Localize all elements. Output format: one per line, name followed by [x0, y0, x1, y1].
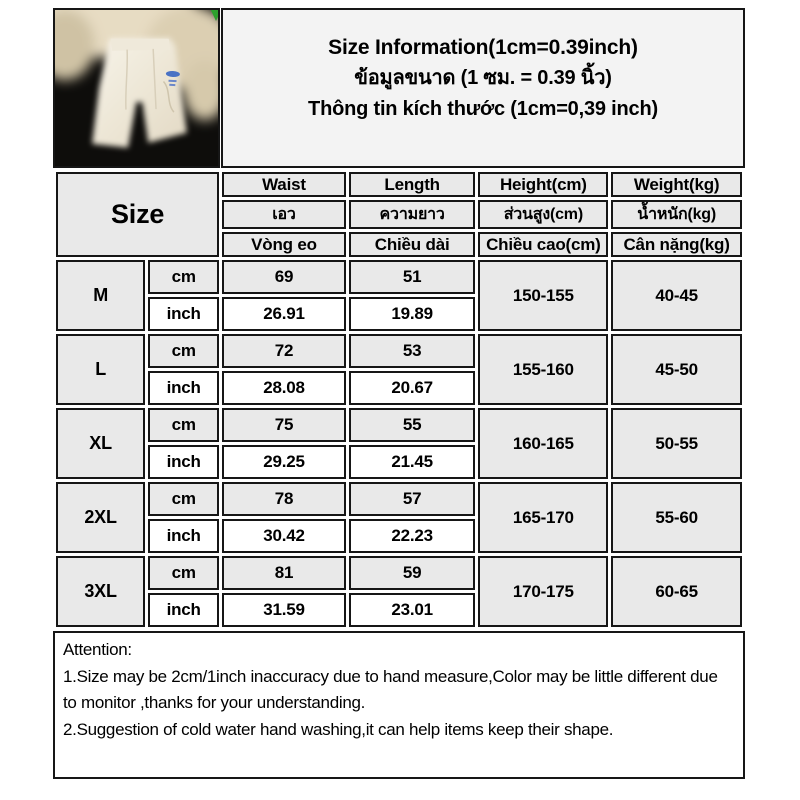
unit-label-inch: inch	[148, 371, 219, 405]
header-row-en	[56, 172, 742, 197]
unit-label-inch: inch	[148, 297, 219, 331]
header-cell-weight-en: Weight(kg)	[611, 172, 742, 197]
size-chart-sheet	[53, 8, 745, 779]
waist-cm-m: 69	[222, 260, 346, 294]
unit-label-cm: cm	[148, 482, 219, 516]
header-cell-length-th: ความยาว	[349, 200, 476, 229]
waist-cm-xl: 75	[222, 408, 346, 442]
header-cell-waist-en: Waist	[222, 172, 346, 197]
attention-line-2: 2.Suggestion of cold water hand washing,it can help items keep their shape.	[63, 719, 614, 739]
length-inch-2xl: 22.23	[349, 519, 476, 553]
unit-label-cm: cm	[148, 556, 219, 590]
height-range-3xl: 170-175	[478, 556, 608, 627]
header-cell-waist-vi: Vòng eo	[222, 232, 346, 257]
header-cell-length-en: Length	[349, 172, 476, 197]
length-cm-2xl: 57	[349, 482, 476, 516]
header-cell-weight-vi: Cân nặng(kg)	[611, 232, 742, 257]
attention-line-1: 1.Size may be 2cm/1inch inaccuracy due to hand measure,Color may be little different due to monitor ,thanks for your understanding.	[63, 666, 718, 712]
header-cell-height-vi: Chiều cao(cm)	[478, 232, 608, 257]
size-label-m: M	[56, 260, 145, 331]
unit-label-cm: cm	[148, 408, 219, 442]
length-cm-l: 53	[349, 334, 476, 368]
attention-note	[53, 631, 745, 779]
shorts-photo-illustration	[55, 10, 218, 166]
waist-inch-xl: 29.25	[222, 445, 346, 479]
title-line-vietnamese: Thông tin kích thước (1cm=0,39 inch)	[308, 98, 658, 120]
table-row-3xl-cm	[56, 556, 742, 590]
header-cell-waist-th: เอว	[222, 200, 346, 229]
length-cm-3xl: 59	[349, 556, 476, 590]
waist-inch-2xl: 30.42	[222, 519, 346, 553]
length-cm-xl: 55	[349, 408, 476, 442]
header-cell-length-vi: Chiều dài	[349, 232, 476, 257]
table-row-2xl-cm	[56, 482, 742, 516]
unit-label-inch: inch	[148, 519, 219, 553]
size-label-2xl: 2XL	[56, 482, 145, 553]
weight-range-2xl: 55-60	[611, 482, 742, 553]
title-line-thai: ข้อมูลขนาด (1 ซม. = 0.39 นิ้ว)	[354, 67, 612, 89]
waist-cm-3xl: 81	[222, 556, 346, 590]
weight-range-m: 40-45	[611, 260, 742, 331]
size-information-title	[221, 8, 745, 168]
table-row-m-cm	[56, 260, 742, 294]
header-cell-height-en: Height(cm)	[478, 172, 608, 197]
green-corner-marker-icon	[207, 8, 220, 21]
size-label-l: L	[56, 334, 145, 405]
length-inch-l: 20.67	[349, 371, 476, 405]
attention-heading: Attention:	[63, 640, 132, 659]
unit-label-cm: cm	[148, 260, 219, 294]
height-range-xl: 160-165	[478, 408, 608, 479]
weight-range-l: 45-50	[611, 334, 742, 405]
size-label-xl: XL	[56, 408, 145, 479]
title-line-english: Size Information(1cm=0.39inch)	[328, 36, 638, 59]
header-cell-height-th: ส่วนสูง(cm)	[478, 200, 608, 229]
length-inch-3xl: 23.01	[349, 593, 476, 627]
height-range-m: 150-155	[478, 260, 608, 331]
waist-cm-2xl: 78	[222, 482, 346, 516]
height-range-l: 155-160	[478, 334, 608, 405]
table-row-l-cm	[56, 334, 742, 368]
weight-range-xl: 50-55	[611, 408, 742, 479]
header-cell-size: Size	[56, 172, 219, 257]
unit-label-cm: cm	[148, 334, 219, 368]
weight-range-3xl: 60-65	[611, 556, 742, 627]
waist-cm-l: 72	[222, 334, 346, 368]
product-photo	[53, 8, 220, 168]
waist-inch-3xl: 31.59	[222, 593, 346, 627]
waist-inch-m: 26.91	[222, 297, 346, 331]
size-label-3xl: 3XL	[56, 556, 145, 627]
length-cm-m: 51	[349, 260, 476, 294]
length-inch-m: 19.89	[349, 297, 476, 331]
table-row-xl-cm	[56, 408, 742, 442]
unit-label-inch: inch	[148, 445, 219, 479]
header-cell-weight-th: น้ำหนัก(kg)	[611, 200, 742, 229]
length-inch-xl: 21.45	[349, 445, 476, 479]
height-range-2xl: 165-170	[478, 482, 608, 553]
top-block	[53, 8, 745, 168]
unit-label-inch: inch	[148, 593, 219, 627]
size-table	[53, 169, 745, 630]
waist-inch-l: 28.08	[222, 371, 346, 405]
